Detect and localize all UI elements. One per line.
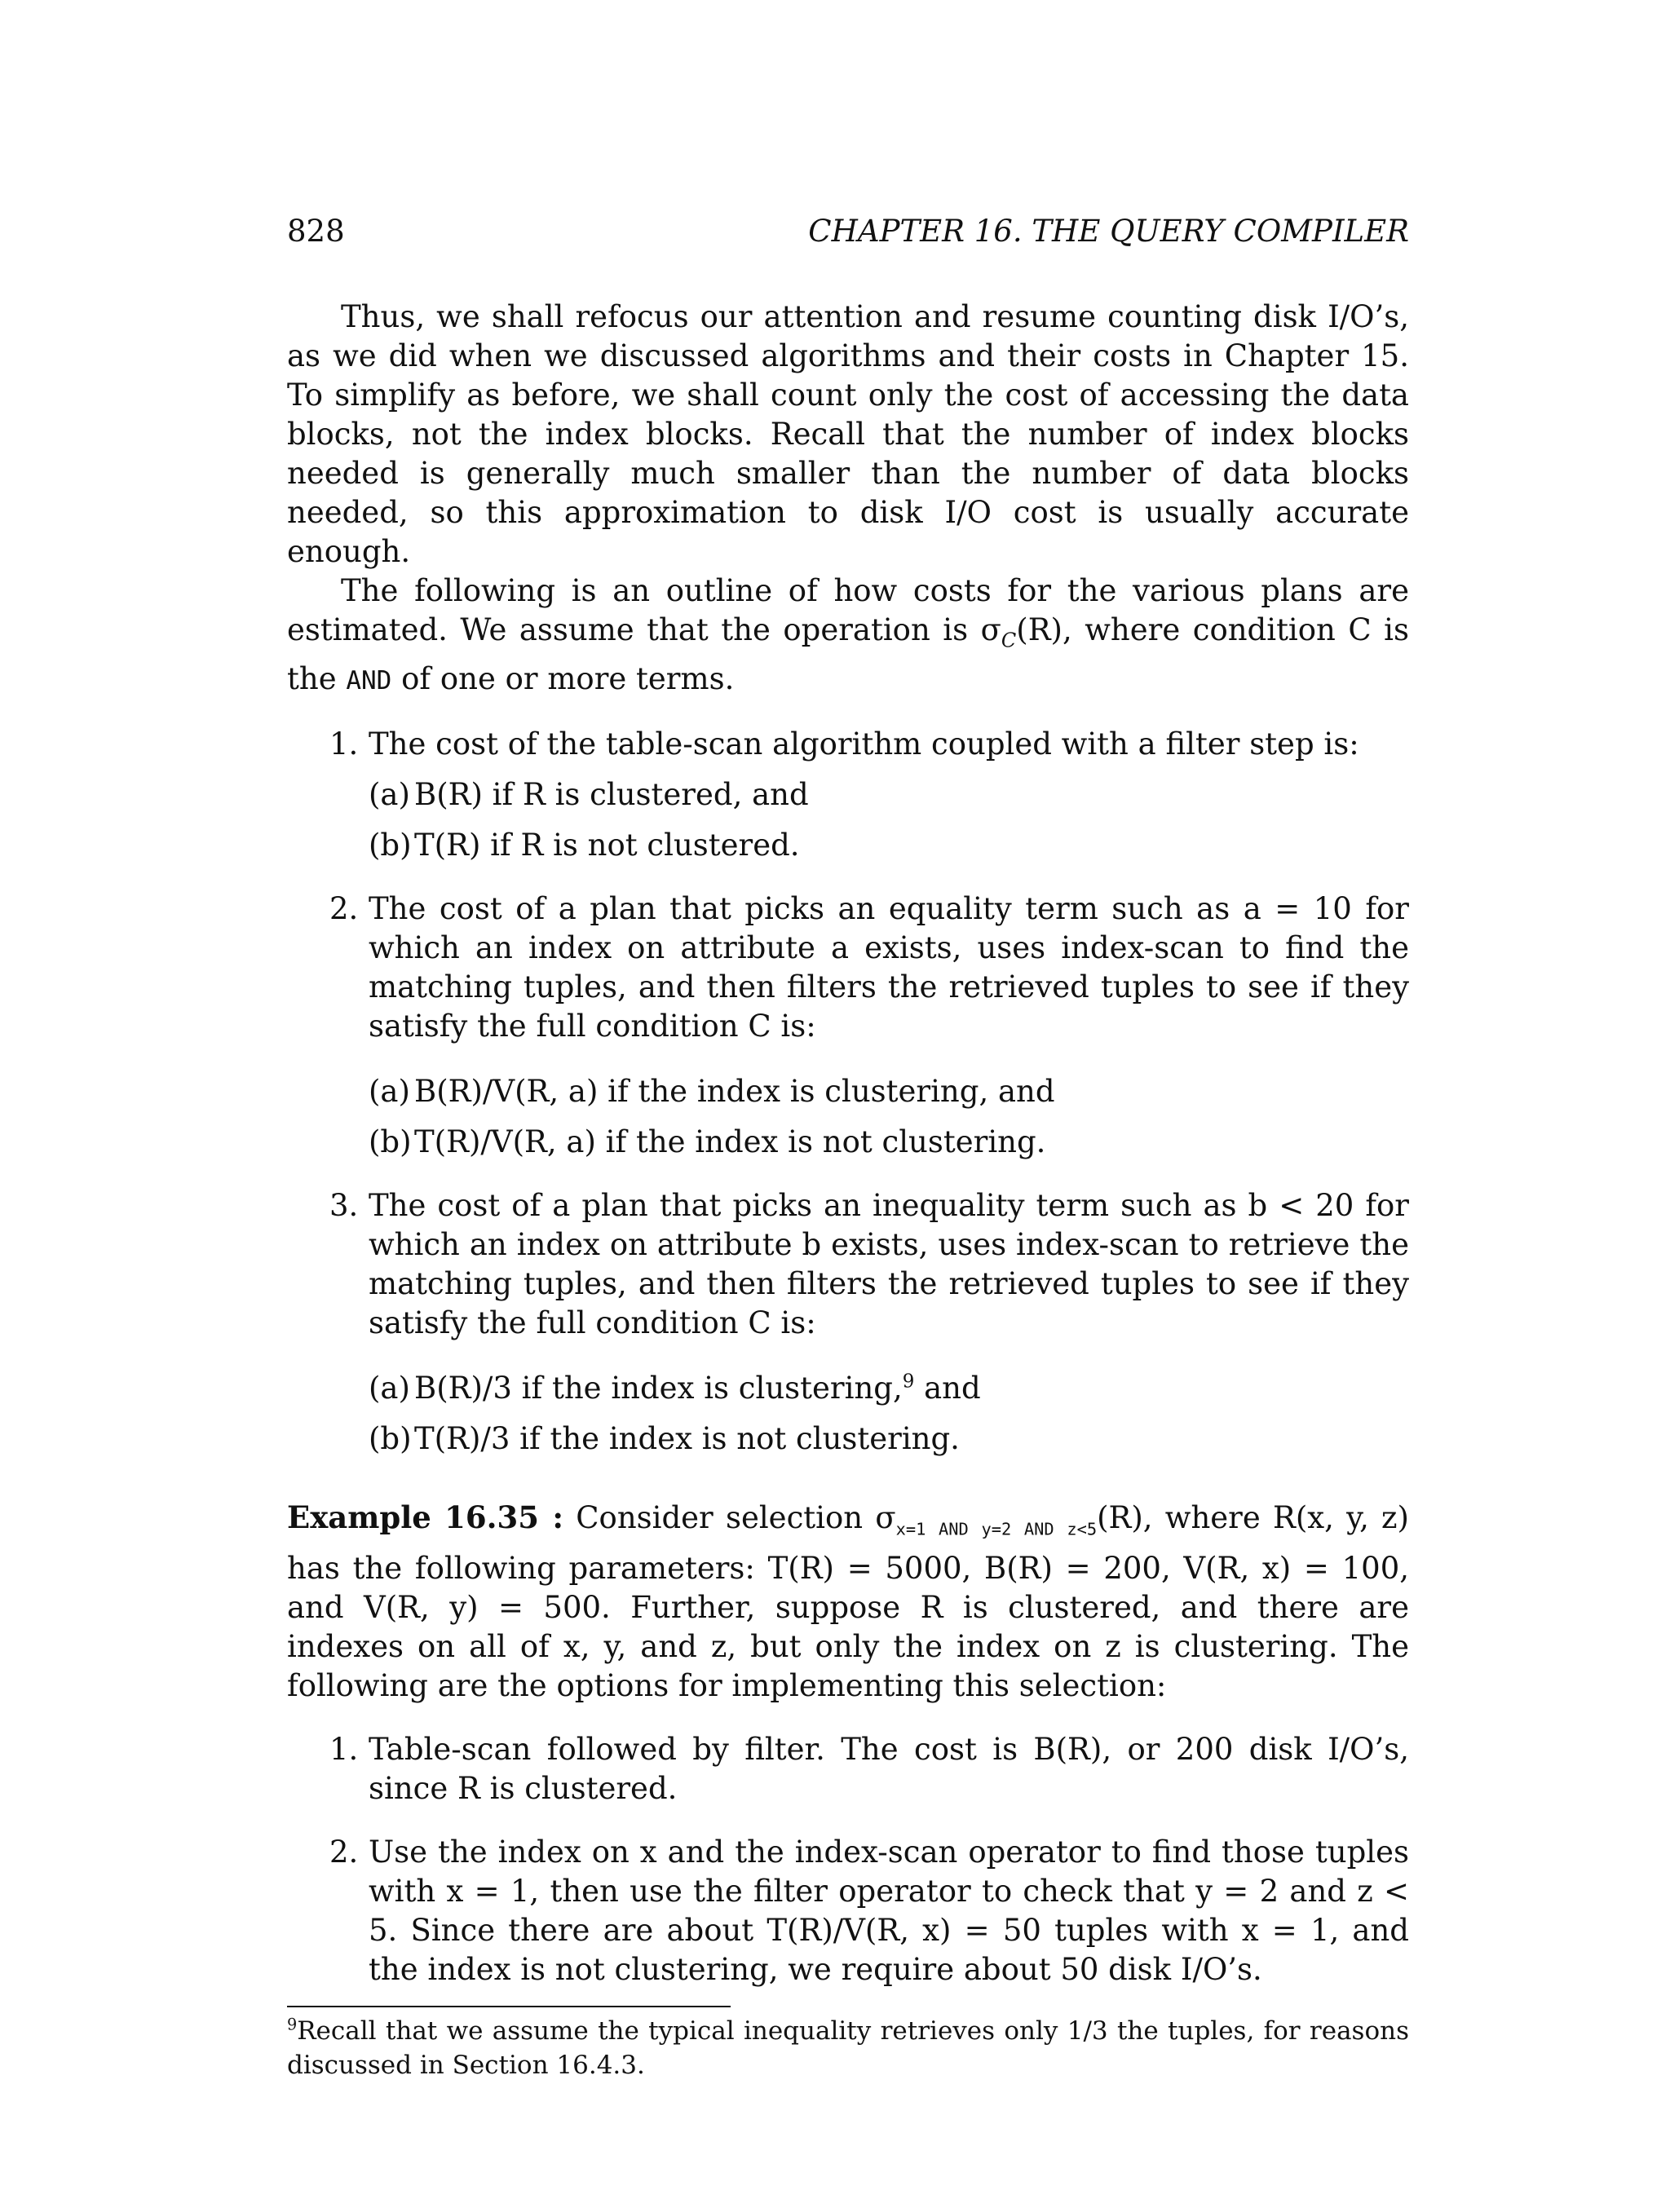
sub-label: (a) <box>369 1074 410 1110</box>
sub-item-text: T(R) if R is not clustered. <box>414 828 800 863</box>
example-text-b: (R), where R(x, y, z) has the following parameters: T(R) = 5000, B(R) = 200, V(R, x) = 100, and V(R, y) = 500. Further, suppose R is clustered, and there are indexes on all of x, y, and z, but only the index on z is clustering. The following are the options for implementing this selection: <box>287 1500 1409 1703</box>
page-body <box>287 298 1409 1989</box>
sigma-subscript: C <box>1001 629 1017 652</box>
example-text-a: Consider selection <box>563 1500 876 1536</box>
list-number: 1. <box>329 726 359 762</box>
sub-item-text <box>414 1369 1409 1408</box>
example-label: Example 16.35 : <box>287 1499 564 1536</box>
list-item <box>287 1186 1409 1343</box>
list-item-text: Use the index on x and the index-scan operator to find those tuples with x = 1, then use the filter operator to check that y = 2 and z < 5. Since there are about T(R)/V(R, x) = 50 tuples with x = 1, and the index is not clustering, we require about 50 disk I/O’s. <box>369 1834 1409 1987</box>
list-item <box>287 1833 1409 1989</box>
sub-item-text: T(R)/V(R, a) if the index is not clustering. <box>414 1124 1046 1160</box>
paragraph-2 <box>287 572 1409 700</box>
list-item-text: Table-scan followed by filter. The cost is B(R), or 200 disk I/O’s, since R is clustered. <box>369 1731 1409 1806</box>
sub-item <box>287 1123 1409 1162</box>
sub-label: (b) <box>369 828 412 863</box>
sub-item-text: T(R)/3 if the index is not clustering. <box>414 1421 960 1457</box>
paragraph-1: Thus, we shall refocus our attention and resume counting disk I/O’s, as we did when we discussed algorithms and their costs in Chapter 15. To simplify as before, we shall count only the cost of accessing the data blocks, not the index blocks. Recall that the number of index blocks needed is generally much smaller than the number of data blocks needed, so this approximation to disk I/O cost is usually accurate enough. <box>287 299 1409 569</box>
example-paragraph <box>287 1498 1409 1705</box>
footnote <box>287 2014 1409 2082</box>
list-item <box>287 725 1409 764</box>
footnote-rule <box>287 2006 731 2007</box>
running-header: CHAPTER 16. THE QUERY COMPILER <box>808 214 1409 249</box>
list-item <box>287 1730 1409 1808</box>
list-number: 2. <box>329 1834 359 1870</box>
paragraph-2-mid: (R), where condition C is the <box>287 612 1409 697</box>
list-item-text: The cost of a plan that picks an equality term such as a = 10 for which an index on attribute a exists, uses index-scan to find the matching tuples, and then filters the retrieved tuples to see if they satisfy the full condition C is: <box>369 891 1409 1044</box>
sub-item <box>287 1072 1409 1111</box>
list-number: 2. <box>329 891 359 927</box>
sub-item-after: and <box>914 1371 981 1406</box>
page-number: 828 <box>287 214 345 249</box>
sub-item <box>287 1369 1409 1408</box>
footnote-text: Recall that we assume the typical inequality retrieves only 1/3 the tuples, for reasons discussed in Section 16.4.3. <box>287 2016 1409 2080</box>
list-item-text: The cost of a plan that picks an inequality term such as b < 20 for which an index on attribute b exists, uses index-scan to retrieve the matching tuples, and then filters the retrieved tuples to see if they satisfy the full condition C is: <box>369 1188 1409 1341</box>
sub-label: (b) <box>369 1421 412 1457</box>
sub-label: (a) <box>369 1371 410 1406</box>
sub-item <box>287 775 1409 815</box>
sub-item <box>287 1419 1409 1459</box>
sub-label: (b) <box>369 1124 412 1160</box>
sub-item-text: B(R)/V(R, a) if the index is clustering, and <box>414 1074 1055 1110</box>
list-number: 1. <box>329 1731 359 1767</box>
sub-item-text: B(R) if R is clustered, and <box>414 777 809 813</box>
paragraph-2-end: of one or more terms. <box>391 661 735 697</box>
list-item <box>287 890 1409 1046</box>
sub-item <box>287 826 1409 865</box>
and-keyword: AND <box>346 666 392 696</box>
sub-label: (a) <box>369 777 410 813</box>
footnote-ref: 9 <box>902 1371 915 1393</box>
sub-item-main: B(R)/3 if the index is clustering, <box>414 1371 903 1406</box>
example-sigma: σ <box>875 1500 896 1536</box>
footnote-mark: 9 <box>287 2015 298 2034</box>
list-item-text: The cost of the table-scan algorithm coupled with a filter step is: <box>369 726 1359 762</box>
paragraph-2-start: The following is an outline of how costs for the various plans are estimated. We assume that the operation is σ <box>287 573 1409 647</box>
list-number: 3. <box>329 1188 359 1224</box>
example-subscript: x=1 AND y=2 AND z<5 <box>895 1519 1098 1539</box>
